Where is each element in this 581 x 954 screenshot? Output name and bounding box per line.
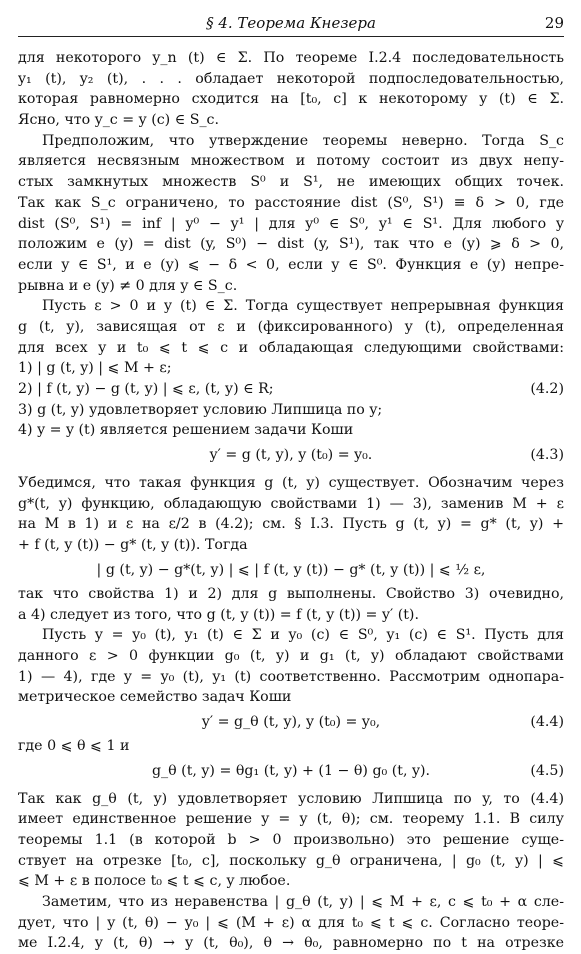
text-line: так что свойства 1) и 2) для g выполнены. Свойство 3) очевидно, (18, 585, 564, 602)
text-line: рывна и e (y) ≠ 0 для y ∈ S_c. (18, 277, 238, 294)
equation (18, 757, 564, 785)
text-line: 1) — 4), где y = y₀ (t), y₁ (t) соответственно. Рассмотрим однопара- (18, 668, 564, 685)
page-number: 29 (544, 14, 564, 32)
text-line: Пусть ε > 0 и y (t) ∈ Σ. Тогда существует непрерывная функция (42, 298, 564, 315)
equation-formula: y′ = g (t, y), y (t₀) = y₀. (209, 447, 373, 464)
equation-number: (4.4) (530, 713, 564, 730)
text-line: теоремы 1.1 (в которой b > 0 произвольно) это решение суще- (18, 832, 564, 848)
text-line: имеет единственное решение y = y (t, θ); см. теорему 1.1. В силу (18, 811, 564, 828)
equation (18, 708, 564, 736)
text-line: метрическое семейство задач Коши (18, 689, 292, 706)
equation-number: (4.2) (530, 381, 564, 397)
text-line: для некоторого y_n (t) ∈ Σ. По теореме I.2.4 последовательность (18, 50, 564, 66)
property-text: 2) | f (t, y) − g (t, y) | ⩽ ε, (t, y) ∈ R; (18, 381, 274, 397)
text-line: g (t, y), зависящая от ε и (фиксированного) y (t), определенная (18, 318, 564, 335)
equation-formula: y′ = g_θ (t, y), y (t₀) = y₀, (201, 713, 381, 730)
text-line: которая равномерно сходится на [t₀, c] к некоторому y (t) ∈ Σ. (18, 91, 564, 108)
text-line: является несвязным множеством и потому состоит из двух непу- (18, 153, 564, 170)
equation-formula: | g (t, y) − g*(t, y) | ⩽ | f (t, y (t)) − g* (t, y (t)) | ⩽ ½ ε, (96, 561, 486, 578)
text-line: а 4) следует из того, что g (t, y (t)) = f (t, y (t)) = y′ (t). (18, 606, 419, 623)
text-line: данного ε > 0 функции g₀ (t, y) и g₁ (t, y) обладают свойствами (18, 647, 564, 664)
text-line: на M в 1) и ε на ε/2 в (4.2); см. § I.3. Пусть g (t, y) = g* (t, y) + (18, 516, 564, 533)
text-line: g*(t, y) функцию, обладающую свойствами 1) — 3), заменив M + ε (18, 495, 564, 512)
text-line: Так как g_θ (t, y) удовлетворяет условию Липшица по y, то (4.4) (18, 790, 564, 807)
text-line: Ясно, что y_c = y (c) ∈ S_c. (18, 112, 219, 129)
equation-formula: g_θ (t, y) = θg₁ (t, y) + (1 − θ) g₀ (t, y). (151, 762, 431, 779)
section-title: § 4. Теорема Кнезера (206, 14, 376, 32)
text-line: Заметим, что из неравенства | g_θ (t, y) | ⩽ M + ε, c ⩽ t₀ + α сле- (42, 894, 564, 911)
text-line: стых замкнутых множеств S⁰ и S¹, не имеющих общих точек. (18, 174, 564, 191)
text-line: для всех y и t₀ ⩽ t ⩽ c и обладающая следующими свойствами: (18, 339, 564, 356)
text-line: Предположим, что утверждение теоремы неверно. Тогда S_c (42, 132, 564, 149)
text-line: если y ∈ S¹, и e (y) ⩽ − δ < 0, если y ∈ S⁰. Функция e (y) непре- (18, 256, 564, 273)
text-line: ⩽ M + ε в полосе t₀ ⩽ t ⩽ c, y любое. (18, 873, 291, 890)
text-line: + f (t, y (t)) − g* (t, y (t)). Тогда (18, 537, 248, 554)
property-item (18, 379, 564, 400)
equation-number: (4.3) (530, 447, 564, 464)
text-line: Убедимся, что такая функция g (t, y) существует. Обозначим через (18, 475, 564, 492)
equation (18, 556, 564, 584)
text-line: dist (S⁰, S¹) = inf | y⁰ − y¹ | для y⁰ ∈ S⁰, y¹ ∈ S¹. Для любого y (18, 215, 564, 232)
text-line: Так как S_c ограничено, то расстояние dist (S⁰, S¹) ≡ δ > 0, где (18, 194, 564, 211)
text-line: положим e (y) = dist (y, S⁰) − dist (y, S¹), так что e (y) ⩾ δ > 0, (18, 236, 564, 253)
text-line: ме I.2.4, y (t, θ) → y (t, θ₀), θ → θ₀, равномерно по t на отрезке (18, 935, 564, 952)
property-item: 1) | g (t, y) | ⩽ M + ε; (18, 360, 172, 377)
page-header (18, 10, 564, 37)
equation-number: (4.5) (530, 762, 564, 779)
page-body (18, 48, 564, 954)
text-line: y₁ (t), y₂ (t), . . . обладает некоторой подпоследовательностью, (18, 70, 564, 87)
property-item: 4) y = y (t) является решением задачи Коши (18, 422, 354, 439)
text-line: ствует на отрезке [t₀, c], поскольку g_θ ограничена, | g₀ (t, y) | ⩽ (18, 852, 564, 869)
text-line: Пусть y = y₀ (t), y₁ (t) ∈ Σ и y₀ (c) ∈ S⁰, y₁ (c) ∈ S¹. Пусть для (42, 627, 564, 644)
text-line: где 0 ⩽ θ ⩽ 1 и (18, 737, 130, 754)
property-item: 3) g (t, y) удовлетворяет условию Липшица по y; (18, 401, 383, 418)
text-line: дует, что | y (t, θ) − y₀ | ⩽ (M + ε) α для t₀ ⩽ t ⩽ c. Согласно теоре- (18, 914, 564, 931)
equation (18, 441, 564, 469)
